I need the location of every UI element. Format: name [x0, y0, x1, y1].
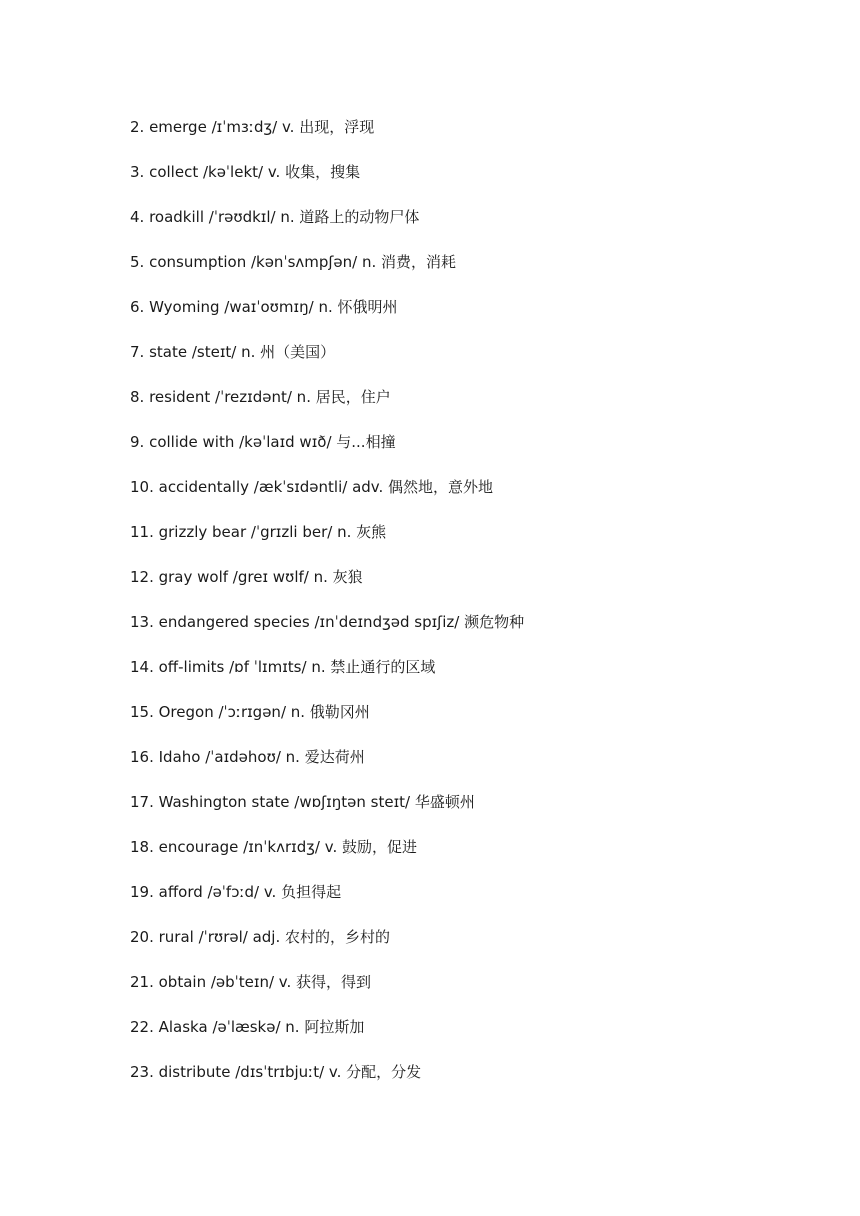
vocab-entry-endangered-species: 13. endangered species /ɪnˈdeɪndʒəd spɪʃiz/ 濒危物种: [130, 613, 525, 631]
vocab-entry-grizzly-bear: 11. grizzly bear /ˈgrɪzli ber/ n. 灰熊: [130, 523, 387, 541]
vocab-entry-afford: 19. afford /əˈfɔːd/ v. 负担得起: [130, 883, 342, 901]
vocab-entry-accidentally: 10. accidentally /ækˈsɪdəntli/ adv. 偶然地，意外地: [130, 478, 494, 496]
vocab-entry-washington-state: 17. Washington state /wɒʃɪŋtən steɪt/ 华盛顿州: [130, 793, 475, 811]
vocab-entry-gray-wolf: 12. gray wolf /greɪ wʊlf/ n. 灰狼: [130, 568, 363, 586]
vocabulary-list: [130, 116, 830, 1106]
vocab-entry-wyoming: 6. Wyoming /waɪˈoʊmɪŋ/ n. 怀俄明州: [130, 298, 398, 316]
vocab-entry-roadkill: 4. roadkill /ˈrəʊdkɪl/ n. 道路上的动物尸体: [130, 208, 420, 226]
vocab-entry-idaho: 16. Idaho /ˈaɪdəhoʊ/ n. 爱达荷州: [130, 748, 365, 766]
vocab-entry-distribute: 23. distribute /dɪsˈtrɪbjuːt/ v. 分配，分发: [130, 1063, 422, 1081]
vocab-entry-collide-with: 9. collide with /kəˈlaɪd wɪð/ 与...相撞: [130, 433, 396, 451]
vocab-entry-encourage: 18. encourage /ɪnˈkʌrɪdʒ/ v. 鼓励，促进: [130, 838, 417, 856]
vocab-entry-off-limits: 14. off-limits /ɒf ˈlɪmɪts/ n. 禁止通行的区域: [130, 658, 436, 676]
vocab-entry-collect: 3. collect /kəˈlekt/ v. 收集，搜集: [130, 163, 361, 181]
vocab-entry-consumption: 5. consumption /kənˈsʌmpʃən/ n. 消费，消耗: [130, 253, 457, 271]
vocab-entry-alaska: 22. Alaska /əˈlæskə/ n. 阿拉斯加: [130, 1018, 365, 1036]
vocab-entry-state: 7. state /steɪt/ n. 州（美国）: [130, 343, 336, 361]
vocab-entry-emerge: 2. emerge /ɪˈmɜːdʒ/ v. 出现，浮现: [130, 118, 375, 136]
vocab-entry-obtain: 21. obtain /əbˈteɪn/ v. 获得，得到: [130, 973, 372, 991]
vocab-entry-rural: 20. rural /ˈrʊrəl/ adj. 农村的，乡村的: [130, 928, 391, 946]
vocab-entry-oregon: 15. Oregon /ˈɔːrɪgən/ n. 俄勒冈州: [130, 703, 370, 721]
vocab-entry-resident: 8. resident /ˈrezɪdənt/ n. 居民，住户: [130, 388, 391, 406]
